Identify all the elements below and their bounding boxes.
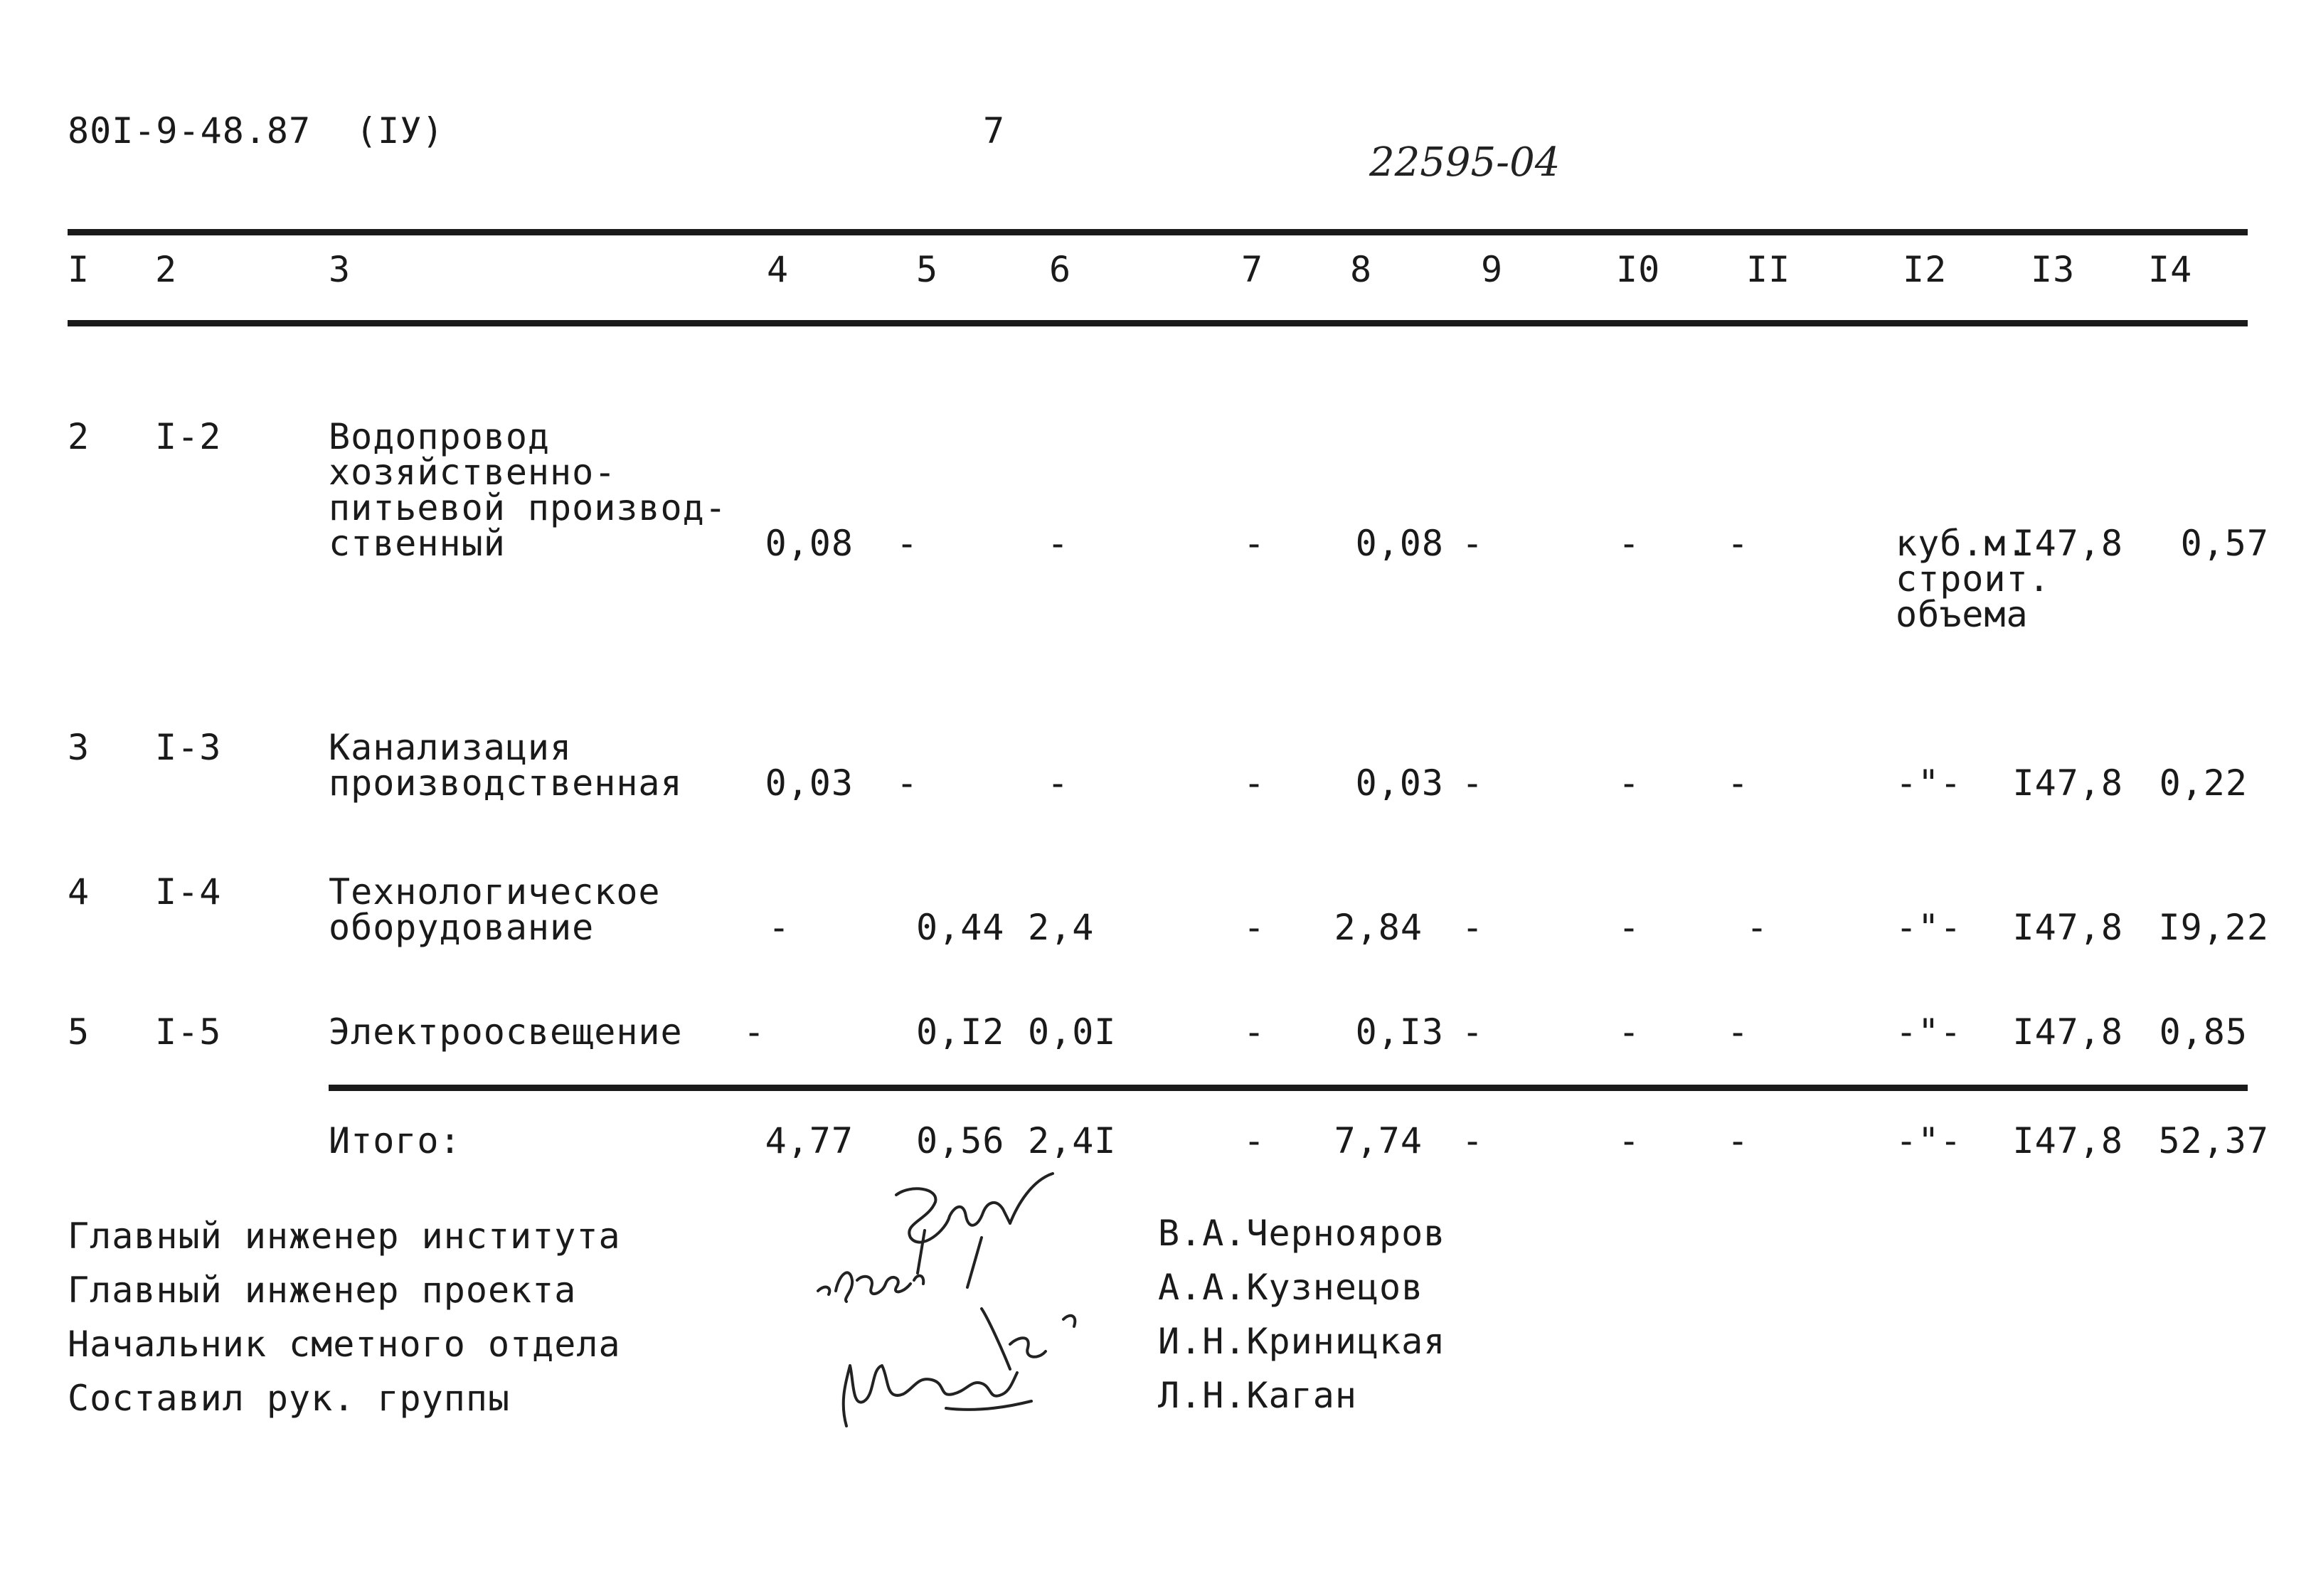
- cell-col12: -"-: [1896, 1011, 1962, 1053]
- cell-col4: -: [768, 907, 791, 948]
- signatory-role: Главный инженер проекта: [68, 1270, 577, 1311]
- cell-col13: I47,8: [2012, 523, 2123, 564]
- cell-col6: 0,0I: [1028, 1011, 1117, 1053]
- cell-col11: -: [1746, 907, 1769, 948]
- total-col4: 4,77: [765, 1120, 854, 1161]
- total-col5: 0,56: [916, 1120, 1005, 1161]
- row-name-line: Электроосвещение: [329, 1011, 683, 1053]
- cell-col4: 0,03: [765, 762, 854, 804]
- column-header: 3: [329, 249, 351, 290]
- cell-col9: -: [1462, 907, 1484, 948]
- total-col14: 52,37: [2158, 1120, 2269, 1161]
- row-name-line: питьевой производ-: [329, 487, 727, 528]
- cell-col14: 0,57: [2180, 523, 2269, 564]
- row-code: I-3: [155, 727, 222, 768]
- cell-col10: -: [1618, 1011, 1641, 1053]
- cell-col12: -"-: [1896, 907, 1962, 948]
- column-header: 8: [1350, 249, 1373, 290]
- row-name-line: Канализация: [329, 727, 573, 768]
- column-header: 6: [1049, 249, 1072, 290]
- signatory-name: А.А.Кузнецов: [1158, 1267, 1424, 1308]
- cell-col5: 0,44: [916, 907, 1005, 948]
- cell-col13: I47,8: [2012, 1011, 2123, 1053]
- column-header: I4: [2148, 249, 2193, 290]
- column-header: 2: [155, 249, 178, 290]
- total-col11: -: [1727, 1120, 1750, 1161]
- total-label: Итого:: [329, 1120, 462, 1161]
- cell-col7: -: [1243, 762, 1266, 804]
- row-number: 4: [68, 871, 90, 913]
- row-name-line: производственная: [329, 762, 683, 804]
- column-header: I3: [2031, 249, 2076, 290]
- row-name-line: Технологическое: [329, 871, 661, 913]
- cell-col5: 0,I2: [916, 1011, 1005, 1053]
- column-header: 7: [1241, 249, 1264, 290]
- row-code: I-5: [155, 1011, 222, 1053]
- cell-col12-line: куб.м.: [1896, 523, 2029, 564]
- cell-col10: -: [1618, 907, 1641, 948]
- volume-label: (IУ): [356, 110, 445, 151]
- signatory-name: В.А.Чернояров: [1158, 1213, 1446, 1254]
- total-col13: I47,8: [2012, 1120, 2123, 1161]
- column-header: 9: [1481, 249, 1504, 290]
- cell-col14: 0,85: [2159, 1011, 2248, 1053]
- column-header: I2: [1903, 249, 1948, 290]
- cell-col4: 0,08: [765, 523, 854, 564]
- column-header: 5: [916, 249, 939, 290]
- total-col9: -: [1462, 1120, 1484, 1161]
- cell-col14: I9,22: [2158, 907, 2269, 948]
- cell-col5: -: [896, 762, 919, 804]
- cell-col8: 2,84: [1334, 907, 1423, 948]
- total-col8: 7,74: [1334, 1120, 1423, 1161]
- cell-col11: -: [1727, 762, 1750, 804]
- row-number: 2: [68, 416, 90, 457]
- header-bottom-rule: [68, 320, 2248, 326]
- header-top-rule: [68, 229, 2248, 235]
- cell-col13: I47,8: [2012, 762, 2123, 804]
- cell-col5: -: [896, 523, 919, 564]
- row-code: I-4: [155, 871, 222, 913]
- total-col6: 2,4I: [1028, 1120, 1117, 1161]
- row-number: 5: [68, 1011, 90, 1053]
- cell-col7: -: [1243, 523, 1266, 564]
- column-header: 4: [767, 249, 790, 290]
- row-name-line: ственный: [329, 523, 506, 564]
- cell-col10: -: [1618, 762, 1641, 804]
- signatory-name: И.Н.Криницкая: [1158, 1321, 1446, 1362]
- handwritten-signatures: [797, 1166, 1095, 1451]
- column-header: II: [1746, 249, 1791, 290]
- cell-col7: -: [1243, 1011, 1266, 1053]
- cell-col12-line: объема: [1896, 594, 2029, 635]
- row-code: I-2: [155, 416, 222, 457]
- cell-col8: 0,I3: [1355, 1011, 1444, 1053]
- signatory-role: Составил рук. группы: [68, 1378, 511, 1419]
- cell-col8: 0,08: [1355, 523, 1444, 564]
- signatory-name: Л.Н.Каган: [1158, 1375, 1357, 1416]
- cell-col7: -: [1243, 907, 1266, 948]
- signatory-role: Главный инженер института: [68, 1215, 621, 1257]
- column-header: I: [68, 249, 90, 290]
- column-header: I0: [1616, 249, 1661, 290]
- cell-col12-line: строит.: [1896, 558, 2051, 600]
- cell-col4: -: [743, 1011, 766, 1053]
- page-number: 7: [983, 110, 1006, 151]
- row-number: 3: [68, 727, 90, 768]
- row-name-line: Водопровод: [329, 416, 551, 457]
- document-code: 80I-9-48.87: [68, 110, 312, 151]
- cell-col14: 0,22: [2159, 762, 2248, 804]
- cell-col6: -: [1047, 762, 1070, 804]
- cell-col6: 2,4: [1028, 907, 1095, 948]
- cell-col9: -: [1462, 1011, 1484, 1053]
- cell-col13: I47,8: [2012, 907, 2123, 948]
- total-col7: -: [1243, 1120, 1266, 1161]
- signatory-role: Начальник сметного отдела: [68, 1324, 621, 1365]
- cell-col10: -: [1618, 523, 1641, 564]
- cell-col6: -: [1047, 523, 1070, 564]
- total-rule: [329, 1085, 2248, 1091]
- cell-col11: -: [1727, 1011, 1750, 1053]
- total-col12: -"-: [1896, 1120, 1962, 1161]
- cell-col11: -: [1727, 523, 1750, 564]
- cell-col12: -"-: [1896, 762, 1962, 804]
- cell-col9: -: [1462, 523, 1484, 564]
- total-col10: -: [1618, 1120, 1641, 1161]
- row-name-line: оборудование: [329, 907, 595, 948]
- cell-col8: 0,03: [1355, 762, 1444, 804]
- cell-col9: -: [1462, 762, 1484, 804]
- row-name-line: хозяйственно-: [329, 452, 617, 493]
- handwritten-number: 22595-04: [1369, 139, 1561, 186]
